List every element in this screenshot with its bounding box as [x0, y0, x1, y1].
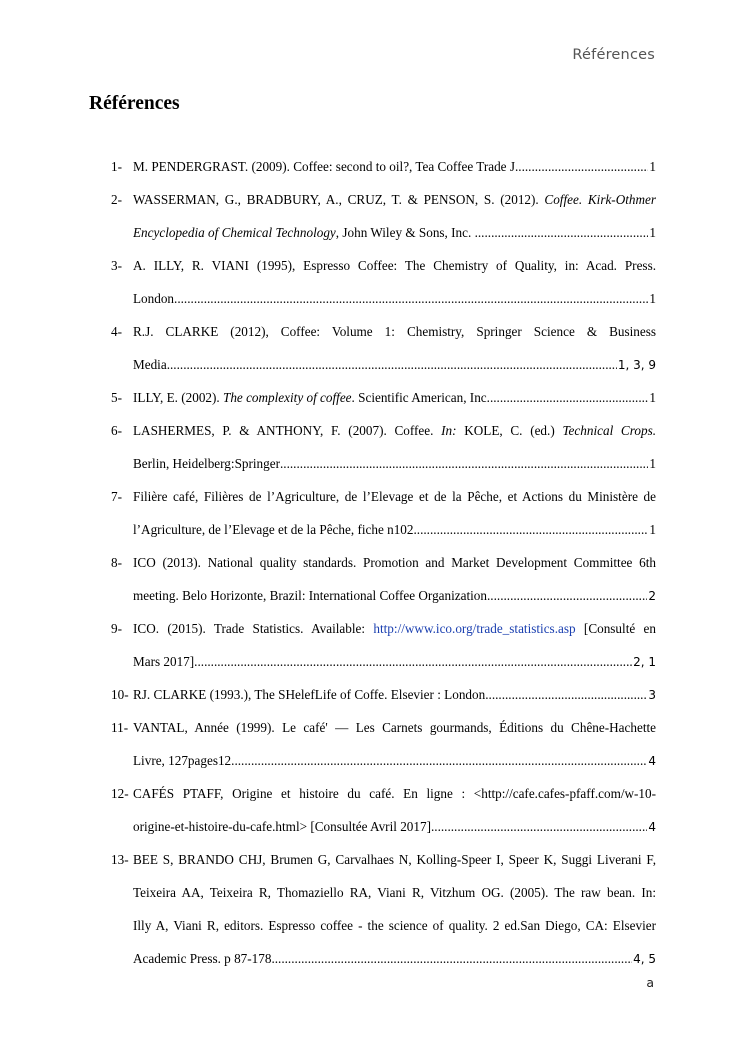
reference-line	[133, 414, 656, 447]
dot-leader	[487, 579, 647, 612]
reference-italic: In:	[441, 423, 457, 438]
reference-line	[133, 612, 656, 645]
reference-list	[111, 150, 656, 975]
reference-text: ILLY, E. (2002).	[133, 390, 223, 405]
dot-leader	[413, 513, 648, 546]
page-reference: 4	[648, 820, 656, 834]
page-reference: 1, 3, 9	[617, 358, 656, 372]
reference-line	[133, 744, 656, 777]
reference-text: l’Agriculture, de l’Elevage et de la Pêche, fiche n102	[133, 522, 414, 537]
reference-line: A. ILLY, R. VIANI (1995), Espresso Coffee: The Chemistry of Quality, in: Acad. Press.	[133, 258, 656, 273]
dot-leader	[485, 678, 647, 711]
reference-item-2	[111, 183, 656, 249]
reference-line: Illy A, Viani R, editors. Espresso coffee - the science of quality. 2 ed.San Diego, CA: Elsevier	[133, 918, 656, 933]
reference-text: meeting. Belo Horizonte, Brazil: International Coffee Organization	[133, 588, 487, 603]
page-reference: 1	[649, 456, 656, 471]
trade-statistics-link[interactable]: http://www.ico.org/trade_statistics.asp	[373, 621, 576, 636]
page-reference: 3	[648, 688, 656, 702]
reference-text: RJ. CLARKE (1993.), The SHelefLife of Coffe. Elsevier : London	[133, 687, 486, 702]
dot-leader	[231, 744, 647, 777]
reference-text: , John Wiley & Sons, Inc.	[335, 225, 475, 240]
reference-text: WASSERMAN, G., BRADBURY, A., CRUZ, T. & PENSON, S. (2012).	[133, 192, 545, 207]
reference-line	[133, 579, 656, 612]
reference-line	[133, 150, 656, 183]
reference-text: M. PENDERGRAST. (2009). Coffee: second to oil?, Tea Coffee Trade J.	[133, 159, 519, 174]
reference-text: Mars 2017]	[133, 654, 195, 669]
reference-item-5	[111, 381, 656, 414]
reference-number: 8-	[111, 555, 122, 570]
reference-line	[133, 447, 656, 480]
reference-item-10	[111, 678, 656, 711]
reference-line	[133, 282, 656, 315]
reference-item-11	[111, 711, 656, 777]
reference-text: Livre, 127pages12	[133, 753, 232, 768]
reference-text: Academic Press. p 87-178	[133, 951, 272, 966]
page-reference: 2, 1	[633, 655, 656, 669]
page-reference: 4	[648, 754, 656, 768]
reference-line	[133, 513, 656, 546]
reference-title: Coffee. Kirk-Othmer	[544, 192, 656, 207]
page-reference: 4, 5	[633, 952, 656, 966]
page-reference: 2	[648, 589, 656, 603]
reference-text: Berlin, Heidelberg:Springer	[133, 456, 280, 471]
reference-number: 7-	[111, 489, 122, 504]
page-reference: 1	[649, 522, 656, 537]
dot-leader	[174, 282, 648, 315]
reference-number: 9-	[111, 621, 122, 636]
reference-text: LASHERMES, P. & ANTHONY, F. (2007). Coffee.	[133, 423, 442, 438]
reference-item-1	[111, 150, 656, 183]
reference-line	[133, 183, 656, 216]
reference-number: 5-	[111, 390, 122, 405]
reference-item-6	[111, 414, 656, 480]
dot-leader	[518, 150, 648, 183]
reference-number: 10-	[111, 687, 129, 702]
reference-text: [Consulté en	[575, 621, 656, 636]
reference-text: London	[133, 291, 175, 306]
reference-number: 1-	[111, 159, 122, 174]
reference-number: 11-	[111, 720, 129, 735]
reference-number: 3-	[111, 258, 122, 273]
reference-number: 2-	[111, 192, 122, 207]
dot-leader	[487, 381, 649, 414]
dot-leader	[280, 447, 648, 480]
reference-text: KOLE, C. (ed.)	[456, 423, 563, 438]
reference-line	[133, 216, 656, 249]
reference-line: VANTAL, Année (1999). Le café' — Les Carnets gourmands, Éditions du Chêne-Hachette	[133, 720, 656, 735]
reference-line	[133, 348, 656, 381]
reference-number: 13-	[111, 852, 129, 867]
reference-line	[133, 810, 656, 843]
reference-text: origine-et-histoire-du-cafe.html> [Consultée Avril 2017]	[133, 819, 431, 834]
page-number: a	[646, 975, 654, 990]
page-reference: 1	[649, 159, 656, 174]
page-reference: 1	[649, 291, 656, 306]
page-title: Références	[89, 93, 180, 114]
reference-line: BEE S, BRANDO CHJ, Brumen G, Carvalhaes N, Kolling-Speer I, Speer K, Suggi Liverani F,	[133, 852, 656, 867]
reference-number: 4-	[111, 324, 122, 339]
reference-line: Teixeira AA, Teixeira R, Thomaziello RA, Viani R, Vitzhum OG. (2005). The raw bean. In:	[133, 885, 656, 900]
page-reference: 1	[649, 390, 656, 405]
running-header: Références	[572, 47, 655, 63]
reference-text: ICO. (2015). Trade Statistics. Available:	[133, 621, 374, 636]
reference-item-3	[111, 249, 656, 315]
reference-number: 6-	[111, 423, 122, 438]
reference-line	[133, 678, 656, 711]
reference-item-9	[111, 612, 656, 678]
reference-item-8	[111, 546, 656, 612]
dot-leader	[194, 645, 632, 678]
reference-line: R.J. CLARKE (2012), Coffee: Volume 1: Chemistry, Springer Science & Business	[133, 324, 656, 339]
dot-leader	[271, 942, 632, 975]
reference-text: Media	[133, 357, 167, 372]
reference-item-4	[111, 315, 656, 381]
dot-leader	[167, 348, 617, 381]
reference-title: The complexity of coffee	[223, 390, 352, 405]
reference-item-12	[111, 777, 656, 843]
reference-line: Filière café, Filières de l’Agriculture, de l’Elevage et de la Pêche, et Actions du Ministère de	[133, 489, 656, 504]
reference-title: Technical Crops.	[562, 423, 656, 438]
reference-number: 12-	[111, 786, 129, 801]
dot-leader	[431, 810, 647, 843]
reference-line	[133, 645, 656, 678]
reference-text: . Scientific American, Inc	[351, 390, 487, 405]
reference-line: ICO (2013). National quality standards. Promotion and Market Development Committee 6th	[133, 555, 656, 570]
reference-line: CAFÉS PTAFF, Origine et histoire du café. En ligne : <http://cafe.cafes-pfaff.com/w-10-	[133, 786, 656, 801]
reference-title: Encyclopedia of Chemical Technology	[133, 225, 336, 240]
reference-line	[133, 381, 656, 414]
reference-item-13	[111, 843, 656, 975]
reference-line	[133, 942, 656, 975]
page-reference: 1	[649, 225, 656, 240]
reference-item-7	[111, 480, 656, 546]
dot-leader	[475, 216, 649, 249]
